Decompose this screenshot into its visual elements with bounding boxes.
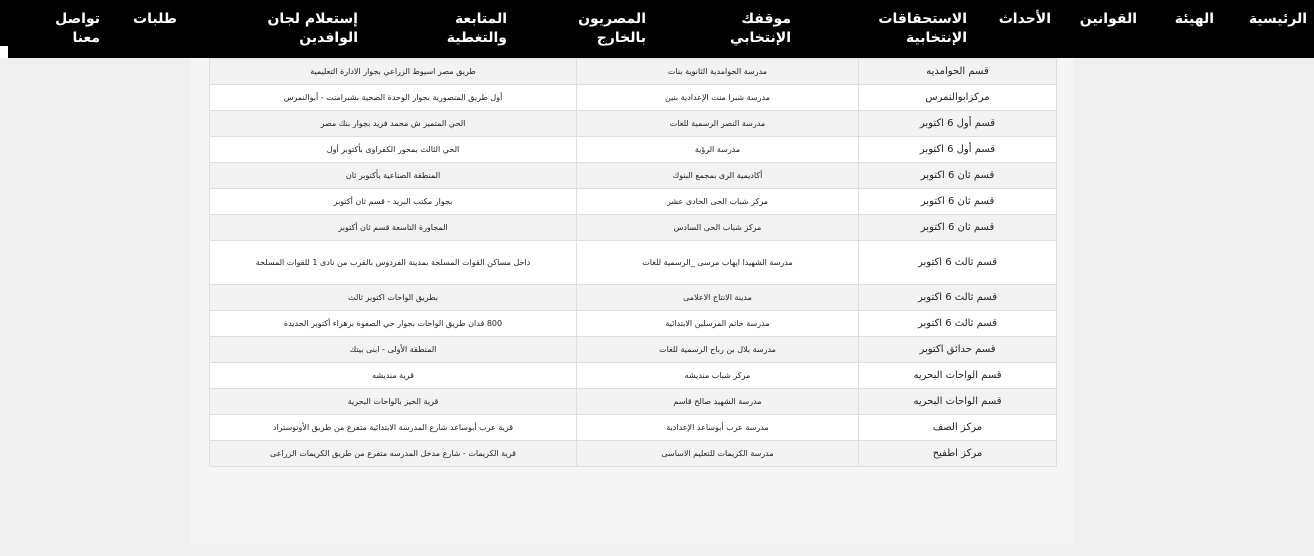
table-row [210,441,1057,467]
district-cell: قسم ثالث 6 اكتوبر [859,285,1057,311]
nav-contact-us[interactable]: تواصل معنا [55,11,100,46]
address-cell: قرية الحيز بالواحات البحرية [210,389,577,415]
address-cell: بجوار مكتب البريد - قسم ثان أكتوبر [210,189,577,215]
address-cell: المجاورة التاسعة قسم ثان أكتوبر [210,215,577,241]
district-cell: قسم ثالث 6 اكتوبر [859,241,1057,285]
nav-events[interactable]: الأحداث [998,11,1051,27]
school-cell: مدرسة عرب أبوساعد الإعدادية [577,415,859,441]
school-cell: مدرسة الحوامدية الثانوية بنات [577,59,859,85]
table-row [210,189,1057,215]
address-cell: قرية منديشه [210,363,577,389]
school-cell: مركز شباب الحى السادس [577,215,859,241]
nav-egyptians-abroad[interactable]: المصريون بالخارج [578,11,646,46]
school-cell: أكاديمية الرى بمجمع البنوك [577,163,859,189]
nav-requests[interactable]: طلبات [133,11,177,27]
school-cell: مدرسة شبرا منت الإعدادية بنين [577,85,859,111]
table-row [210,415,1057,441]
address-cell: الحي المتميز ش محمد فريد بجوار بنك مصر [210,111,577,137]
school-cell: مدرسة بلال بن رباح الرسمية للغات [577,337,859,363]
address-cell: 800 فدان طريق الواحات بجوار حي الصفوة بزهراء أكتوبر الجديدة [210,311,577,337]
address-cell: قرية الكريمات - شارع مدخل المدرسه متفرع من طريق الكريمات الزراعى [210,441,577,467]
district-cell: قسم الحوامديه [859,59,1057,85]
school-cell: مدرسة خاتم المرسلين الابتدائية [577,311,859,337]
address-cell: الحي الثالث بمحور الكفراوى بأكتوبر أول [210,137,577,163]
nav-laws[interactable]: القوانين [1079,11,1137,27]
address-cell: قرية عرب أبوساعد شارع المدرسة الابتدائية متفرع من طريق الأوتوستراد [210,415,577,441]
school-cell: مدرسة الشهيدا ايهاب مرسى _الرسمية للغات [577,241,859,285]
school-cell: مدرسة الكريمات للتعليم الاساسى [577,441,859,467]
district-cell: قسم ثالث 6 اكتوبر [859,311,1057,337]
district-cell: مركز اطفيح [859,441,1057,467]
table-row [210,285,1057,311]
address-cell: داخل مساكن القوات المسلحة بمدينة الفردوس بالقرب من نادى 1 للقوات المسلحة [210,241,577,285]
table-row [210,163,1057,189]
address-cell: أول طريق المنصورية بجوار الوحدة الصحية بشبرامنت - أبوالنمرس [210,85,577,111]
school-cell: مركز شباب منديشه [577,363,859,389]
district-cell: قسم أول 6 اكتوبر [859,111,1057,137]
district-cell: قسم ثان 6 اكتوبر [859,215,1057,241]
main-content [191,58,1073,544]
table-row [210,337,1057,363]
address-cell: بطريق الواحات اكتوبر ثالث [210,285,577,311]
district-cell: مركزابوالنمرس [859,85,1057,111]
nav-electoral-entitlements[interactable]: الاستحقاقات الإنتخابية [878,11,967,46]
table-row [210,241,1057,285]
district-cell: مركز الصف [859,415,1057,441]
district-cell: قسم حدائق اكتوبر [859,337,1057,363]
table-row [210,215,1057,241]
address-cell: المنطقة الصناعية بأكتوبر ثان [210,163,577,189]
school-cell: مدرسة الرؤية [577,137,859,163]
district-cell: قسم أول 6 اكتوبر [859,137,1057,163]
district-cell: قسم ثان 6 اكتوبر [859,189,1057,215]
table-row [210,137,1057,163]
district-cell: قسم الواحات البحريه [859,363,1057,389]
district-cell: قسم الواحات البحريه [859,389,1057,415]
nav-expat-committees-inquiry[interactable]: إستعلام لجان الوافدين [267,11,358,46]
district-cell: قسم ثان 6 اكتوبر [859,163,1057,189]
navbar-edge-strip [0,46,8,58]
school-cell: مدينة الانتاج الاعلامى [577,285,859,311]
school-cell: مدرسة الشهيد صالح قاسم [577,389,859,415]
table-row [210,85,1057,111]
school-cell: مركز شباب الحى الحادى عشر [577,189,859,215]
table-row [210,59,1057,85]
nav-follow-up-coverage[interactable]: المتابعة والتغطية [446,11,507,46]
top-navbar [0,0,1314,58]
school-cell: مدرسة النصر الرسمية للغات [577,111,859,137]
table-row [210,389,1057,415]
address-cell: المنطقة الأولى - ابنى بيتك [210,337,577,363]
table-row [210,111,1057,137]
nav-authority[interactable]: الهيئة [1174,11,1214,27]
polling-stations-table [209,58,1057,467]
nav-electoral-position[interactable]: موقفك الإنتخابي [730,11,791,46]
table-row [210,363,1057,389]
nav-home[interactable]: الرئيسية [1248,11,1307,27]
table-row [210,311,1057,337]
address-cell: طريق مصر اسيوط الزراعي بجوار الادارة التعليمية [210,59,577,85]
